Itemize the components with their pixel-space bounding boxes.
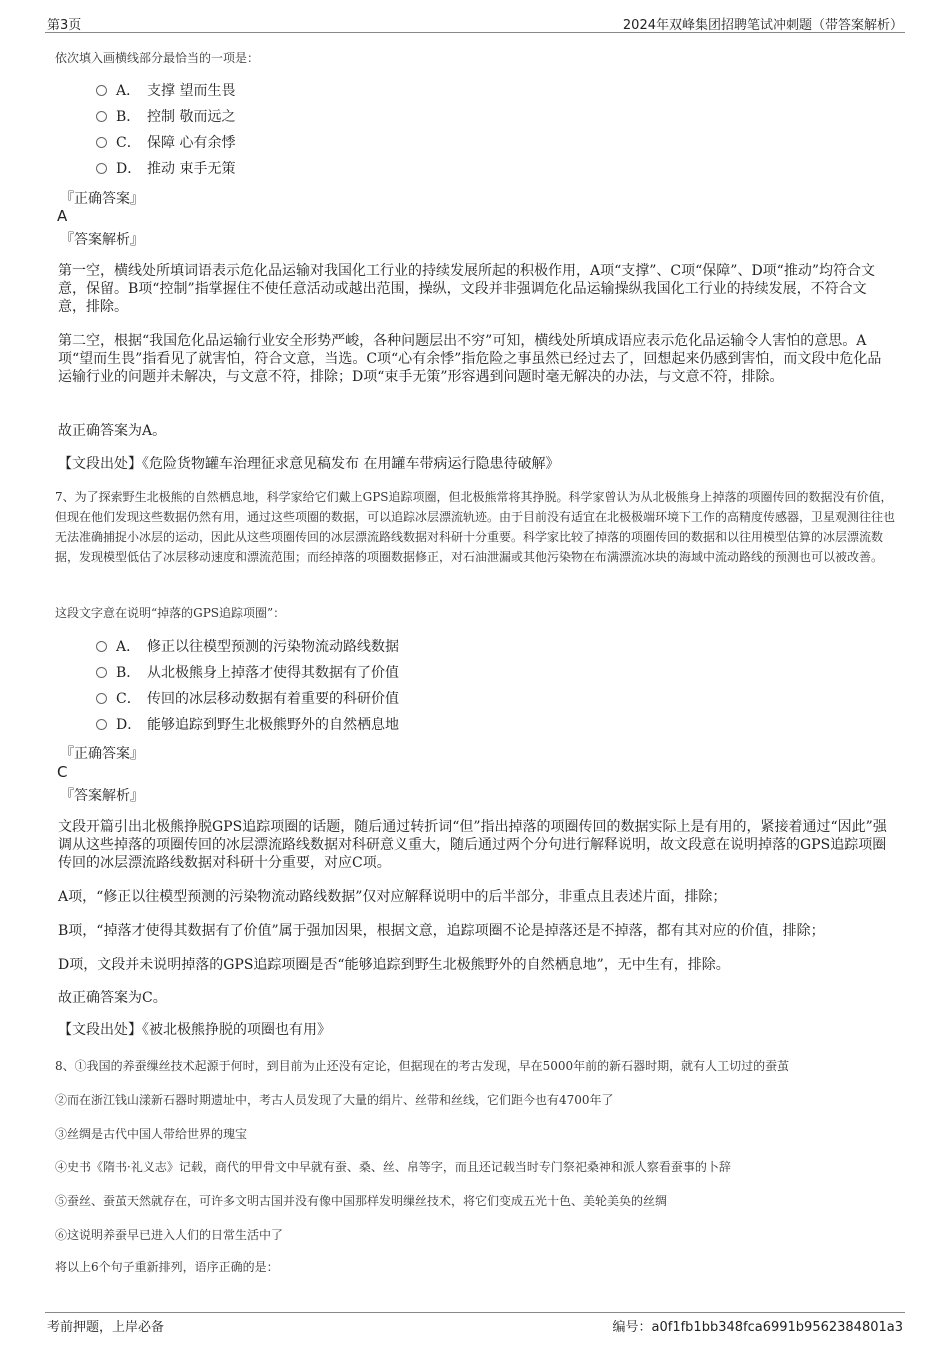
radio-icon[interactable] — [96, 111, 107, 122]
q7-answer-label: 『正确答案』 — [60, 746, 144, 762]
q6-answer: A — [57, 207, 68, 225]
q7-analysis-d: D项，文段并未说明掉落的GPS追踪项圈是否“能够追踪到野生北极熊野外的自然栖息地”，无中生有，排除。 — [58, 957, 730, 973]
q6-option-d[interactable]: D． 推动 束手无策 — [96, 159, 235, 179]
q7-answer: C — [57, 763, 68, 781]
q7-analysis-p1: 文段开篇引出北极熊挣脱GPS追踪项圈的话题，随后通过转折词“但”指出掉落的项圈传回的数据实际上是有用的，紧接着通过“因此”强调从这些掉落的项圈传回的冰层漂流路线数据对科研意义重大，随后通过两个分句进行解释说明，故文段意在说明掉落的GPS追踪项圈传回的冰层漂流路线数据对科研十分重要，对应C项。 — [58, 819, 887, 871]
q8-sentence-6: ⑥这说明养蚕早已进入人们的日常生活中了 — [55, 1228, 284, 1242]
q6-analysis-p1: 第一空，横线处所填词语表示危化品运输对我国化工行业的持续发展所起的积极作用，A项“支撑”、C项“保障”、D项“推动”均符合文意，保留。B项“控制”指掌握住不使任意活动或越出范围，操纵，文段并非强调危化品运输操纵我国化工行业的持续发展，不符合文意，排除。 — [58, 263, 875, 315]
q7-analysis-a: A项，“修正以往模型预测的污染物流动路线数据”仅对应解释说明中的后半部分，非重点且表述片面，排除； — [58, 889, 727, 905]
q7-text: 7、为了探索野生北极熊的自然栖息地，科学家给它们戴上GPS追踪项圈，但北极熊常将其挣脱。科学家曾认为从北极熊身上掉落的项圈传回的数据没有价值，但现在他们发现这些数据仍然有用，通过这些项圈的数据，可以追踪冰层漂流轨迹。由于目前没有适宜在北极极端环境下工作的高精度传感器，卫星观测往往也无法准确捕捉小冰层的运动，因此从这些项圈传回的冰层漂流路线数据对科研十分重要。科学家比较了掉落的项圈传回的数据和以往用模型估算的冰层漂流数据，发现模型低估了冰层移动速度和漂流范围；而经掉落的项圈数据修正，对石油泄漏或其他污染物在布满漂流冰块的海域中流动路线的预测也可以被改善。 — [55, 490, 896, 564]
q8-sentence-2: ②而在浙江钱山漾新石器时期遗址中，考古人员发现了大量的绢片、丝带和丝线，它们距今也有4700年了 — [55, 1093, 614, 1107]
q7-option-d[interactable]: D． 能够追踪到野生北极熊野外的自然栖息地 — [96, 715, 399, 735]
radio-icon[interactable] — [96, 693, 107, 704]
q6-analysis-conclusion: 故正确答案为A。 — [58, 423, 167, 439]
q6-option-a[interactable]: A． 支撑 望而生畏 — [96, 81, 235, 101]
q6-analysis-label: 『答案解析』 — [60, 232, 144, 248]
radio-icon[interactable] — [96, 137, 107, 148]
q7-option-c[interactable]: C． 传回的冰层移动数据有着重要的科研价值 — [96, 689, 399, 709]
q8-sentence-5: ⑤蚕丝、蚕茧天然就存在，可许多文明古国并没有像中国那样发明缫丝技术，将它们变成五光十色、美轮美奂的丝绸 — [55, 1194, 668, 1208]
q7-analysis-b: B项，“掉落才使得其数据有了价值”属于强加因果，根据文意，追踪项圈不论是掉落还是不掉落，都有其对应的价值，排除； — [58, 923, 825, 939]
q8-prompt: 将以上6个句子重新排列，语序正确的是： — [55, 1260, 279, 1274]
q6-source: 【文段出处】《危险货物罐车治理征求意见稿发布 在用罐车带病运行隐患待破解》 — [58, 456, 560, 472]
radio-icon[interactable] — [96, 667, 107, 678]
radio-icon[interactable] — [96, 719, 107, 730]
page-number: 第3页 — [47, 18, 82, 33]
document-title: 2024年双峰集团招聘笔试冲刺题（带答案解析） — [622, 18, 903, 33]
q7-source: 【文段出处】《被北极熊挣脱的项圈也有用》 — [58, 1022, 331, 1038]
page-header — [45, 12, 905, 33]
q8-sentence-1: 8、①我国的养蚕缫丝技术起源于何时，到目前为止还没有定论，但据现在的考古发现，早在5000年前的新石器时期，就有人工切过的蚕茧 — [55, 1059, 790, 1073]
page-footer — [45, 1312, 905, 1337]
radio-icon[interactable] — [96, 641, 107, 652]
footer-slogan: 考前押题，上岸必备 — [47, 1320, 165, 1335]
radio-icon[interactable] — [96, 85, 107, 96]
q7-prompt: 这段文字意在说明“掉落的GPS追踪项圈”： — [55, 606, 286, 620]
radio-icon[interactable] — [96, 163, 107, 174]
document-code: 编号：a0f1fb1bb348fca6991b9562384801a3 — [612, 1320, 903, 1335]
q6-option-c[interactable]: C． 保障 心有余悸 — [96, 133, 235, 153]
q6-prompt: 依次填入画横线部分最恰当的一项是： — [55, 51, 260, 65]
q6-analysis-p2: 第二空，根据“我国危化品运输行业安全形势严峻，各种问题层出不穷”可知，横线处所填成语应表示危化品运输令人害怕的意思。A项“望而生畏”指看见了就害怕，符合文意，当选。C项“心有余悸”指危险之事虽然已经过去了，回想起来仍感到害怕，而文段中危化品运输行业的问题并未解决，与文意不符，排除；D项“束手无策”形容遇到问题时毫无解决的办法，与文意不符，排除。 — [58, 333, 882, 385]
q8-sentence-3: ③丝绸是古代中国人带给世界的瑰宝 — [55, 1127, 248, 1141]
q8-sentence-4: ④史书《隋书·礼义志》记载，商代的甲骨文中早就有蚕、桑、丝、帛等字，而且还记载当时专门祭祀桑神和派人察看蚕事的卜辞 — [55, 1160, 731, 1174]
q6-option-b[interactable]: B． 控制 敬而远之 — [96, 107, 235, 127]
q7-option-a[interactable]: A． 修正以往模型预测的污染物流动路线数据 — [96, 637, 399, 657]
q7-analysis-label: 『答案解析』 — [60, 788, 144, 804]
q7-analysis-conclusion: 故正确答案为C。 — [58, 990, 167, 1006]
q7-option-b[interactable]: B． 从北极熊身上掉落才使得其数据有了价值 — [96, 663, 399, 683]
q6-answer-label: 『正确答案』 — [60, 191, 144, 207]
